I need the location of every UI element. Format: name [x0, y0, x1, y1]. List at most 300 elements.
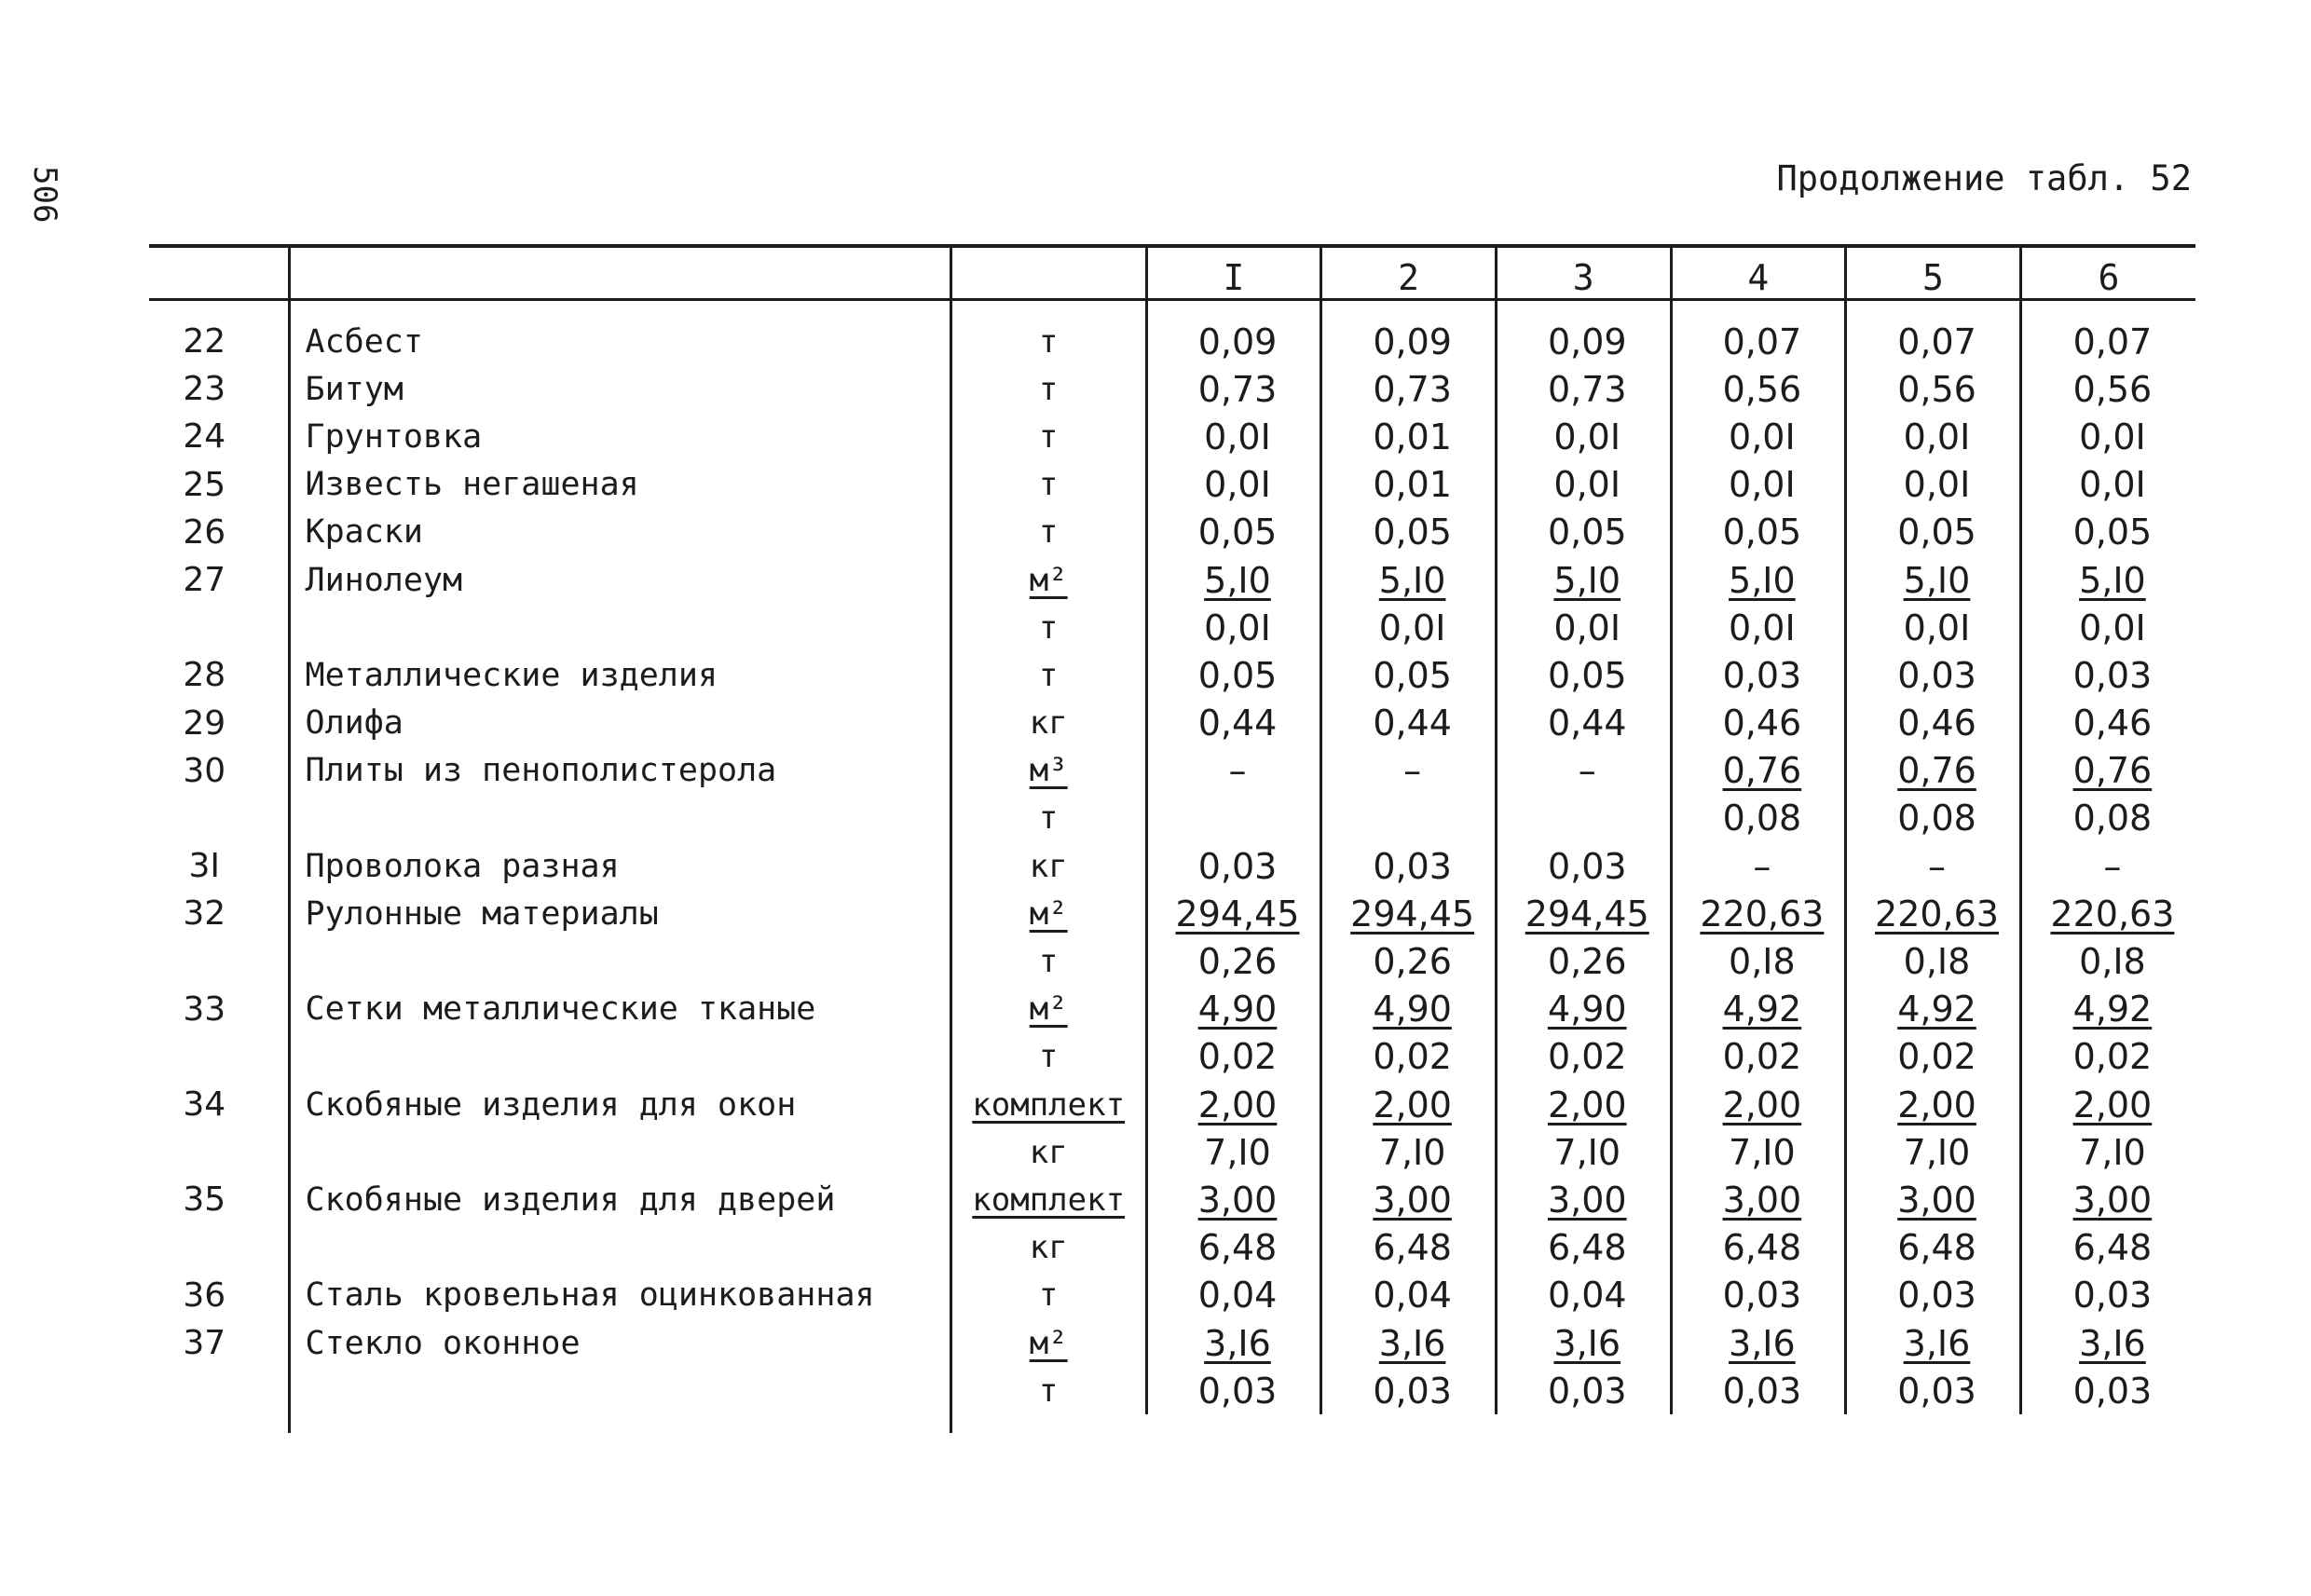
value-cell-variant-5 [1846, 1033, 2021, 1081]
value-cell-variant-5 [1846, 651, 2021, 699]
value-cell-variant-3 [1496, 300, 1671, 366]
value-cell-variant-6 [2020, 604, 2195, 651]
table-row [149, 1224, 2195, 1272]
unit-label: т [1038, 1276, 1059, 1315]
value-text: 0,03 [1722, 1370, 1802, 1412]
unit-label: комплект [972, 1085, 1126, 1124]
row-number: 32 [183, 894, 226, 934]
value-text: 0,04 [1197, 1275, 1278, 1316]
unit-cell [950, 556, 1146, 604]
table-row [149, 1128, 2195, 1176]
material-name [289, 1224, 950, 1272]
value-text: 220,63 [2050, 893, 2175, 934]
header-cell-variant-6: 6 [2020, 246, 2195, 300]
value-text: 0,01 [1373, 416, 1452, 457]
value-cell-variant-1 [1146, 1272, 1321, 1319]
value-cell-variant-6 [2020, 365, 2195, 413]
table-row [149, 413, 2195, 460]
value-cell-variant-5 [1846, 1319, 2021, 1367]
value-cell-variant-1 [1146, 1319, 1321, 1367]
unit-label: м² [1029, 1324, 1068, 1362]
value-text: 0,03 [2072, 1370, 2153, 1412]
unit-cell [950, 1128, 1146, 1176]
value-text: 0,0I [1204, 607, 1271, 648]
value-cell-variant-1 [1146, 986, 1321, 1033]
value-text: 6,48 [2072, 1227, 2153, 1269]
table-row [149, 890, 2195, 937]
material-name [289, 604, 950, 651]
value-text: 0,03 [1897, 654, 1976, 696]
value-cell-variant-5 [1846, 365, 2021, 413]
value-cell-variant-4 [1671, 842, 1846, 890]
value-text: 4,90 [1197, 989, 1278, 1030]
value-text: 0,03 [1897, 1275, 1976, 1316]
value-cell-variant-6 [2020, 651, 2195, 699]
material-name: Линолеум [289, 556, 950, 604]
value-text: 0,04 [1547, 1275, 1627, 1316]
value-cell-variant-4 [1671, 461, 1846, 509]
value-cell-variant-4 [1671, 1081, 1846, 1128]
value-cell-variant-2 [1321, 937, 1497, 985]
value-cell-variant-2 [1321, 1224, 1497, 1272]
header-cell-variant-4: 4 [1671, 246, 1846, 300]
value-text: 0,03 [1373, 845, 1452, 887]
table-bottom-spacer [149, 1414, 2195, 1433]
table-continuation-title: Продолжение табл. 52 [1776, 158, 2192, 198]
value-cell-variant-1 [1146, 365, 1321, 413]
row-number: 24 [183, 417, 226, 457]
table-row [149, 1367, 2195, 1414]
value-text: 0,09 [1197, 321, 1278, 362]
value-cell-variant-6 [2020, 1128, 2195, 1176]
value-cell-variant-6 [2020, 1033, 2195, 1081]
value-text: 220,63 [1700, 893, 1825, 934]
value-text: 0,73 [1547, 368, 1627, 410]
value-cell-variant-2 [1321, 890, 1497, 937]
value-cell-variant-1 [1146, 1176, 1321, 1223]
value-cell-variant-3 [1496, 461, 1671, 509]
unit-cell [950, 1176, 1146, 1223]
spacer-cell [950, 1414, 1146, 1433]
value-cell-variant-4 [1671, 1319, 1846, 1367]
value-text: 3,I6 [1903, 1322, 1971, 1364]
value-text: 0,76 [2072, 750, 2153, 792]
material-name: Металлические изделия [289, 651, 950, 699]
value-text: 3,I6 [1553, 1322, 1621, 1364]
value-cell-variant-3 [1496, 413, 1671, 460]
value-text: 0,I8 [1729, 941, 1796, 983]
value-cell-variant-6 [2020, 842, 2195, 890]
unit-cell [950, 413, 1146, 460]
table-row [149, 1081, 2195, 1128]
table-row [149, 1033, 2195, 1081]
value-cell-variant-3 [1496, 700, 1671, 747]
value-cell-variant-1 [1146, 890, 1321, 937]
value-cell-variant-1 [1146, 1367, 1321, 1414]
value-text: 2,00 [1722, 1084, 1802, 1125]
unit-cell [950, 300, 1146, 366]
value-text: 2,00 [2072, 1084, 2153, 1125]
material-name: Олифа [289, 700, 950, 747]
value-text: 0,73 [1197, 368, 1278, 410]
value-text: 0,03 [1722, 654, 1802, 696]
unit-label: кг [1029, 847, 1068, 885]
unit-cell [950, 700, 1146, 747]
value-cell-variant-2 [1321, 300, 1497, 366]
value-text: 3,I6 [1729, 1322, 1796, 1364]
value-text: 0,46 [1897, 703, 1976, 744]
value-cell-variant-5 [1846, 604, 2021, 651]
value-text: 0,03 [1547, 1370, 1627, 1412]
value-text: 0,02 [2072, 1036, 2153, 1078]
value-cell-variant-2 [1321, 1128, 1497, 1176]
value-cell-variant-2 [1321, 604, 1497, 651]
material-name: Асбест [289, 300, 950, 366]
value-cell-variant-3 [1496, 890, 1671, 937]
value-text: 0,0I [1553, 464, 1621, 506]
value-cell-variant-6 [2020, 795, 2195, 842]
value-text: 0,0I [1553, 607, 1621, 648]
value-cell-variant-3 [1496, 1033, 1671, 1081]
value-text: 7,I0 [2079, 1131, 2146, 1173]
value-cell-variant-4 [1671, 1367, 1846, 1414]
value-cell-variant-2 [1321, 1272, 1497, 1319]
value-text: – [1928, 845, 1946, 887]
value-cell-variant-1 [1146, 842, 1321, 890]
row-number: 28 [183, 656, 226, 695]
row-number [149, 1224, 289, 1272]
value-cell-variant-1 [1146, 1128, 1321, 1176]
value-text: 0,0I [1204, 416, 1271, 457]
value-cell-variant-4 [1671, 1128, 1846, 1176]
value-text: 5,I0 [1378, 559, 1446, 601]
value-cell-variant-3 [1496, 747, 1671, 795]
unit-cell [950, 461, 1146, 509]
unit-label: т [1038, 513, 1059, 552]
material-name: Скобяные изделия для дверей [289, 1176, 950, 1223]
value-text: 0,05 [1897, 512, 1976, 553]
value-text: – [1403, 750, 1422, 792]
value-text: 0,05 [1197, 512, 1278, 553]
value-text: 0,46 [1722, 703, 1802, 744]
value-cell-variant-2 [1321, 747, 1497, 795]
unit-label: м² [1029, 894, 1068, 933]
value-cell-variant-6 [2020, 747, 2195, 795]
value-cell-variant-3 [1496, 937, 1671, 985]
value-text: 0,56 [1722, 368, 1802, 410]
value-text: 6,48 [1722, 1227, 1802, 1269]
value-cell-variant-6 [2020, 700, 2195, 747]
unit-cell [950, 986, 1146, 1033]
material-name [289, 795, 950, 842]
value-text: 0,05 [2072, 512, 2153, 553]
value-text: 0,0I [1903, 416, 1971, 457]
value-cell-variant-6 [2020, 890, 2195, 937]
material-name: Стекло оконное [289, 1319, 950, 1367]
value-text: 0,08 [1897, 798, 1976, 839]
unit-cell [950, 1033, 1146, 1081]
value-text: 0,03 [1197, 845, 1278, 887]
value-text: 0,26 [1547, 941, 1627, 983]
row-number [149, 1128, 289, 1176]
value-cell-variant-4 [1671, 1176, 1846, 1223]
unit-label: т [1038, 608, 1059, 647]
value-text: 3,00 [1547, 1179, 1627, 1221]
value-text: 0,03 [2072, 1275, 2153, 1316]
unit-label: т [1038, 799, 1059, 838]
value-cell-variant-1 [1146, 795, 1321, 842]
value-cell-variant-5 [1846, 700, 2021, 747]
material-name: Известь негашеная [289, 461, 950, 509]
value-cell-variant-3 [1496, 509, 1671, 556]
value-text: 0,44 [1197, 703, 1278, 744]
value-text: 2,00 [1547, 1084, 1627, 1125]
value-cell-variant-1 [1146, 300, 1321, 366]
value-cell-variant-5 [1846, 1176, 2021, 1223]
value-cell-variant-5 [1846, 1081, 2021, 1128]
value-cell-variant-4 [1671, 937, 1846, 985]
value-cell-variant-3 [1496, 1081, 1671, 1128]
value-text: 5,I0 [1729, 559, 1796, 601]
row-number: 3I [188, 847, 221, 886]
value-text: 0,56 [2072, 368, 2153, 410]
table-row [149, 604, 2195, 651]
row-number: 36 [183, 1275, 226, 1315]
value-cell-variant-5 [1846, 1367, 2021, 1414]
unit-label: м² [1029, 561, 1068, 599]
value-text: 0,09 [1373, 321, 1452, 362]
value-cell-variant-2 [1321, 365, 1497, 413]
value-cell-variant-3 [1496, 365, 1671, 413]
value-text: 0,02 [1722, 1036, 1802, 1078]
value-text: 0,46 [2072, 703, 2153, 744]
value-cell-variant-4 [1671, 556, 1846, 604]
value-cell-variant-1 [1146, 1224, 1321, 1272]
value-text: 7,I0 [1903, 1131, 1971, 1173]
unit-cell [950, 1224, 1146, 1272]
header-cell-unit [950, 246, 1146, 300]
unit-cell [950, 1272, 1146, 1319]
header-cell-variant-3: 3 [1496, 246, 1671, 300]
value-text: 0,05 [1197, 654, 1278, 696]
value-cell-variant-5 [1846, 300, 2021, 366]
value-text: 0,56 [1897, 368, 1976, 410]
unit-label: т [1038, 370, 1059, 408]
value-cell-variant-3 [1496, 1176, 1671, 1223]
value-text: 3,00 [1897, 1179, 1976, 1221]
value-text: – [1578, 750, 1596, 792]
value-text: 2,00 [1897, 1084, 1976, 1125]
value-text: 0,03 [1197, 1370, 1278, 1412]
value-text: 0,05 [1722, 512, 1802, 553]
value-cell-variant-5 [1846, 747, 2021, 795]
value-cell-variant-2 [1321, 1319, 1497, 1367]
value-text: 294,45 [1350, 893, 1475, 934]
value-text: 4,90 [1373, 989, 1452, 1030]
value-cell-variant-4 [1671, 1033, 1846, 1081]
value-text: 4,90 [1547, 989, 1627, 1030]
value-text: 7,I0 [1378, 1131, 1446, 1173]
value-text: 7,I0 [1729, 1131, 1796, 1173]
value-cell-variant-3 [1496, 1128, 1671, 1176]
value-cell-variant-4 [1671, 1224, 1846, 1272]
value-text: 5,I0 [2079, 559, 2146, 601]
value-text: 0,44 [1373, 703, 1452, 744]
row-number [149, 937, 289, 985]
value-cell-variant-5 [1846, 413, 2021, 460]
table-row [149, 365, 2195, 413]
table-row [149, 651, 2195, 699]
value-text: 6,48 [1373, 1227, 1452, 1269]
value-cell-variant-5 [1846, 509, 2021, 556]
material-name: Битум [289, 365, 950, 413]
spacer-cell [1846, 1414, 2021, 1433]
value-cell-variant-5 [1846, 1272, 2021, 1319]
row-number [149, 604, 289, 651]
value-text: 5,I0 [1903, 559, 1971, 601]
material-name: Рулонные материалы [289, 890, 950, 937]
value-cell-variant-4 [1671, 509, 1846, 556]
table-row [149, 556, 2195, 604]
unit-label: комплект [972, 1180, 1126, 1219]
unit-cell [950, 795, 1146, 842]
spacer-cell [149, 1414, 289, 1433]
table-row [149, 700, 2195, 747]
material-name [289, 1367, 950, 1414]
value-cell-variant-6 [2020, 1081, 2195, 1128]
value-cell-variant-6 [2020, 1367, 2195, 1414]
materials-table-container [149, 244, 2195, 1433]
table-row [149, 300, 2195, 366]
value-text: 0,0I [1729, 464, 1796, 506]
unit-label: т [1038, 1038, 1059, 1076]
row-number: 23 [183, 370, 226, 409]
materials-table [149, 244, 2195, 1433]
value-text: 7,I0 [1553, 1131, 1621, 1173]
value-text: 0,07 [2072, 321, 2153, 362]
value-cell-variant-4 [1671, 747, 1846, 795]
row-number [149, 1033, 289, 1081]
value-cell-variant-2 [1321, 1367, 1497, 1414]
table-row [149, 509, 2195, 556]
value-text: 0,03 [1722, 1275, 1802, 1316]
value-text: 0,76 [1897, 750, 1976, 792]
material-name [289, 937, 950, 985]
value-cell-variant-3 [1496, 604, 1671, 651]
value-cell-variant-1 [1146, 461, 1321, 509]
value-text: 0,01 [1373, 464, 1452, 506]
value-cell-variant-5 [1846, 1224, 2021, 1272]
header-cell-variant-1: I [1146, 246, 1321, 300]
row-number: 25 [183, 465, 226, 504]
value-cell-variant-3 [1496, 986, 1671, 1033]
unit-cell [950, 747, 1146, 795]
row-number [149, 795, 289, 842]
value-text: 0,44 [1547, 703, 1627, 744]
table-row [149, 1319, 2195, 1367]
value-text: 0,0I [1729, 607, 1796, 648]
value-cell-variant-2 [1321, 1033, 1497, 1081]
value-cell-variant-1 [1146, 509, 1321, 556]
material-name: Грунтовка [289, 413, 950, 460]
material-name: Сталь кровельная оцинкованная [289, 1272, 950, 1319]
value-cell-variant-4 [1671, 795, 1846, 842]
value-text: 0,02 [1897, 1036, 1976, 1078]
table-row [149, 461, 2195, 509]
spacer-cell [1146, 1414, 1321, 1433]
value-text: 0,08 [1722, 798, 1802, 839]
value-cell-variant-5 [1846, 937, 2021, 985]
value-text: 0,0I [1204, 464, 1271, 506]
value-text: 3,00 [1373, 1179, 1452, 1221]
value-cell-variant-2 [1321, 413, 1497, 460]
value-text: 4,92 [1722, 989, 1802, 1030]
unit-cell [950, 509, 1146, 556]
value-text: – [1753, 845, 1771, 887]
value-text: 0,I8 [2079, 941, 2146, 983]
value-text: 294,45 [1525, 893, 1649, 934]
unit-label: кг [1029, 1133, 1068, 1171]
value-cell-variant-3 [1496, 795, 1671, 842]
value-cell-variant-4 [1671, 700, 1846, 747]
unit-label: т [1038, 322, 1059, 361]
unit-label: т [1038, 656, 1059, 694]
value-text: 0,03 [2072, 654, 2153, 696]
value-text: 0,05 [1547, 512, 1627, 553]
value-cell-variant-1 [1146, 937, 1321, 985]
value-cell-variant-6 [2020, 509, 2195, 556]
value-cell-variant-1 [1146, 1033, 1321, 1081]
material-name: Скобяные изделия для окон [289, 1081, 950, 1128]
value-text: 0,05 [1373, 654, 1452, 696]
value-text: 6,48 [1897, 1227, 1976, 1269]
material-name: Сетки металлические тканые [289, 986, 950, 1033]
value-text: 0,02 [1547, 1036, 1627, 1078]
page-number: 506 [26, 166, 63, 224]
value-text: 0,04 [1373, 1275, 1452, 1316]
value-text: 0,05 [1547, 654, 1627, 696]
unit-cell [950, 365, 1146, 413]
row-number: 27 [183, 561, 226, 600]
value-cell-variant-3 [1496, 1224, 1671, 1272]
row-number: 26 [183, 512, 226, 552]
value-text: 3,00 [1197, 1179, 1278, 1221]
value-cell-variant-2 [1321, 651, 1497, 699]
value-text: 0,73 [1373, 368, 1452, 410]
value-text: 3,I6 [1204, 1322, 1271, 1364]
row-number: 35 [183, 1180, 226, 1220]
unit-cell [950, 842, 1146, 890]
value-cell-variant-1 [1146, 747, 1321, 795]
value-text: 0,02 [1197, 1036, 1278, 1078]
value-text: 0,0I [2079, 607, 2146, 648]
unit-label: т [1038, 466, 1059, 504]
value-cell-variant-6 [2020, 556, 2195, 604]
value-text: 3,00 [2072, 1179, 2153, 1221]
table-row [149, 1176, 2195, 1223]
value-text: 0,76 [1722, 750, 1802, 792]
value-text: 6,48 [1197, 1227, 1278, 1269]
value-cell-variant-1 [1146, 1081, 1321, 1128]
value-text: 0,0I [2079, 416, 2146, 457]
value-text: 4,92 [2072, 989, 2153, 1030]
value-text: 294,45 [1175, 893, 1300, 934]
value-cell-variant-5 [1846, 461, 2021, 509]
value-cell-variant-4 [1671, 1272, 1846, 1319]
material-name: Плиты из пенополистерола [289, 747, 950, 795]
value-text: 220,63 [1875, 893, 1999, 934]
unit-label: м² [1029, 990, 1068, 1029]
